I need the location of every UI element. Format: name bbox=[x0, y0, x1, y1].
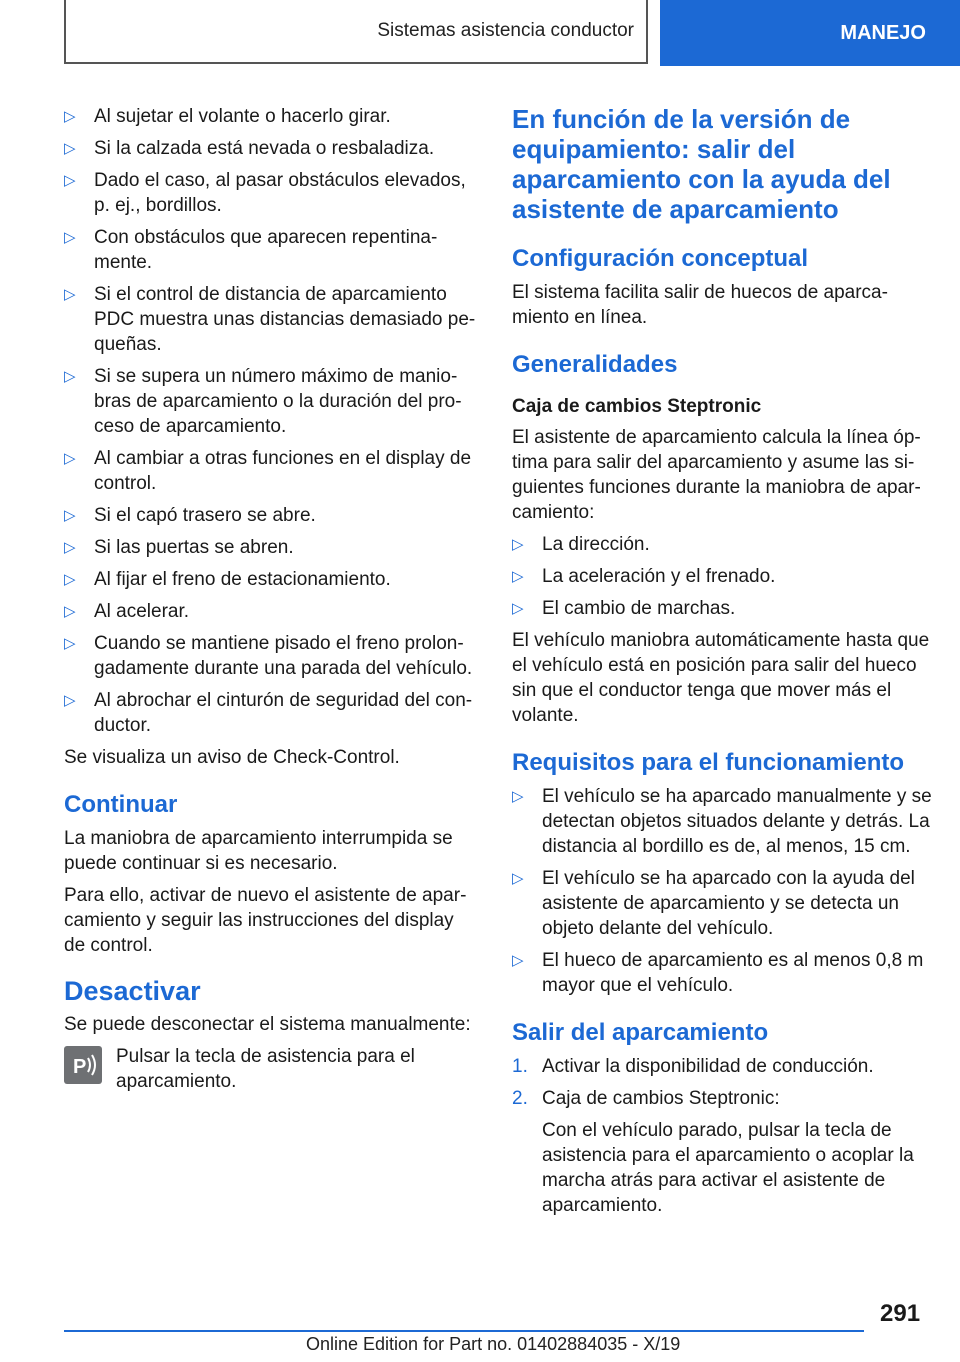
list-item bbox=[512, 866, 932, 941]
step-text: Caja de cambios Steptronic: bbox=[542, 1088, 780, 1109]
list-item bbox=[64, 567, 476, 592]
key-instruction-text: Pulsar la tecla de asistencia para el aparcamiento. bbox=[116, 1046, 415, 1092]
bullet-triangle-icon: ▷ bbox=[512, 952, 524, 969]
bullet-triangle-icon: ▷ bbox=[64, 450, 76, 467]
list-item bbox=[64, 535, 476, 560]
list-item-text: La aceleración y el frenado. bbox=[542, 566, 776, 587]
step-text: Activar la disponibilidad de conducción. bbox=[542, 1056, 874, 1077]
bullet-triangle-icon: ▷ bbox=[64, 108, 76, 125]
bullet-triangle-icon: ▷ bbox=[64, 229, 76, 246]
list-item-text: El vehículo se ha aparcado manualmente y se detectan objetos situados delante y detrás. La distancia al bordillo es de, al menos, 15 cm. bbox=[542, 786, 932, 857]
list-item-text: Al acelerar. bbox=[94, 601, 190, 622]
list-item bbox=[512, 784, 932, 859]
list-item-text: El vehículo se ha aparcado con la ayuda del asistente de aparcamiento y se detecta un objeto delante del vehículo. bbox=[542, 868, 915, 939]
bullet-triangle-icon: ▷ bbox=[512, 600, 524, 617]
list-item-text: Si el capó trasero se abre. bbox=[94, 505, 316, 526]
step-2-detail: Con el vehículo parado, pulsar la tecla de asistencia para el aparcamiento o acoplar la marcha atrás para activar el asistente de aparcamiento. bbox=[542, 1120, 914, 1216]
step-item bbox=[512, 1054, 932, 1079]
list-item-text: Al cambiar a otras funciones en el display de control. bbox=[94, 448, 472, 494]
functions-after-paragraph: El vehículo maniobra automáticamente hasta que el vehículo está en posición para salir del hueco sin que el conductor tenga que mover más el volante. bbox=[512, 630, 930, 726]
bullet-triangle-icon: ▷ bbox=[512, 870, 524, 887]
list-item bbox=[64, 225, 476, 275]
header-section bbox=[64, 0, 648, 64]
desactivar-paragraph: Se puede desconectar el sistema manualmente: bbox=[64, 1014, 471, 1035]
concept-heading: Configuración conceptual bbox=[512, 245, 809, 272]
check-control-note: Se visualiza un aviso de Check-Control. bbox=[64, 747, 400, 768]
list-item-text: Al abrochar el cinturón de seguridad del conductor. bbox=[94, 690, 473, 736]
continuar-heading: Continuar bbox=[64, 791, 178, 818]
parking-assist-key-icon bbox=[64, 1046, 102, 1084]
list-item-text: Si se supera un número máximo de maniobras de aparcamiento o la duración del proceso de aparcamiento. bbox=[94, 366, 462, 437]
desactivar-heading: Desactivar bbox=[64, 976, 201, 1006]
list-item bbox=[512, 596, 932, 621]
footer-text: Online Edition for Part no. 01402884035 - X/19 bbox=[306, 1334, 681, 1354]
requirements-list bbox=[512, 784, 932, 998]
main-heading: En función de la versión de equipamiento: salir del aparcamiento con la ayuda del asistente de aparcamiento bbox=[512, 104, 891, 224]
list-item-text: Con obstáculos que aparecen repentinamente. bbox=[94, 227, 438, 273]
parking-key-instruction bbox=[64, 1044, 476, 1094]
list-item-text: Si el control de distancia de aparcamiento PDC muestra unas distancias demasiado pequeñas. bbox=[94, 284, 476, 355]
bullet-triangle-icon: ▷ bbox=[64, 172, 76, 189]
list-item-text: Si las puertas se abren. bbox=[94, 537, 294, 558]
bullet-triangle-icon: ▷ bbox=[64, 692, 76, 709]
bullet-triangle-icon: ▷ bbox=[64, 603, 76, 620]
list-item bbox=[512, 532, 932, 557]
list-item bbox=[64, 446, 476, 496]
list-item bbox=[64, 503, 476, 528]
list-item bbox=[64, 282, 476, 357]
list-item-text: Al sujetar el volante o hacerlo girar. bbox=[94, 106, 391, 127]
concept-paragraph: El sistema facilita salir de huecos de aparcamiento en línea. bbox=[512, 282, 888, 328]
bullet-triangle-icon: ▷ bbox=[512, 788, 524, 805]
bullet-triangle-icon: ▷ bbox=[512, 536, 524, 553]
list-item bbox=[64, 688, 476, 738]
list-item-text: Cuando se mantiene pisado el freno prolongadamente durante una parada del vehículo. bbox=[94, 633, 473, 679]
list-item-text: El cambio de marchas. bbox=[542, 598, 736, 619]
list-item-text: El hueco de aparcamiento es al menos 0,8 m mayor que el vehículo. bbox=[542, 950, 924, 996]
footer-rule bbox=[64, 1330, 864, 1332]
bullet-triangle-icon: ▷ bbox=[64, 507, 76, 524]
bullet-triangle-icon: ▷ bbox=[64, 368, 76, 385]
step-number: 1. bbox=[512, 1056, 528, 1077]
right-column bbox=[512, 104, 932, 1225]
continuar-paragraph-1: La maniobra de aparcamiento interrumpida se puede continuar si es necesario. bbox=[64, 828, 453, 874]
list-item bbox=[64, 364, 476, 439]
functions-list bbox=[512, 532, 932, 621]
left-bullet-list bbox=[64, 104, 476, 738]
bullet-triangle-icon: ▷ bbox=[64, 539, 76, 556]
page-number: 291 bbox=[880, 1300, 921, 1327]
exit-heading: Salir del aparcamiento bbox=[512, 1019, 769, 1046]
continuar-paragraph-2: Para ello, activar de nuevo el asistente de aparcamiento y seguir las instrucciones del display de control. bbox=[64, 885, 467, 956]
list-item bbox=[64, 599, 476, 624]
bullet-triangle-icon: ▷ bbox=[64, 286, 76, 303]
list-item bbox=[512, 948, 932, 998]
general-heading: Generalidades bbox=[512, 351, 678, 378]
list-item bbox=[64, 168, 476, 218]
step-item bbox=[512, 1086, 932, 1111]
list-item bbox=[512, 564, 932, 589]
list-item bbox=[64, 631, 476, 681]
svg-text:P: P bbox=[73, 1056, 87, 1078]
chapter-tab[interactable] bbox=[660, 0, 960, 66]
section-title: Sistemas asistencia conductor bbox=[377, 20, 634, 41]
chapter-title: MANEJO bbox=[840, 21, 926, 44]
bullet-triangle-icon: ▷ bbox=[64, 635, 76, 652]
bullet-triangle-icon: ▷ bbox=[512, 568, 524, 585]
requirements-heading: Requisitos para el funcionamiento bbox=[512, 749, 905, 776]
step-number: 2. bbox=[512, 1088, 528, 1109]
gearbox-paragraph: El asistente de aparcamiento calcula la línea óptima para salir del aparcamiento y asume las siguientes funciones durante la maniobra de aparcamiento: bbox=[512, 427, 921, 523]
list-item bbox=[64, 136, 476, 161]
left-column bbox=[64, 104, 476, 1094]
bullet-triangle-icon: ▷ bbox=[64, 140, 76, 157]
gearbox-heading: Caja de cambios Steptronic bbox=[512, 396, 762, 417]
bullet-triangle-icon: ▷ bbox=[64, 571, 76, 588]
list-item-text: La dirección. bbox=[542, 534, 650, 555]
list-item bbox=[64, 104, 476, 129]
list-item-text: Dado el caso, al pasar obstáculos elevados, p. ej., bordillos. bbox=[94, 170, 466, 216]
list-item-text: Si la calzada está nevada o resbaladiza. bbox=[94, 138, 435, 159]
steps-list bbox=[512, 1054, 932, 1111]
list-item-text: Al fijar el freno de estacionamiento. bbox=[94, 569, 391, 590]
